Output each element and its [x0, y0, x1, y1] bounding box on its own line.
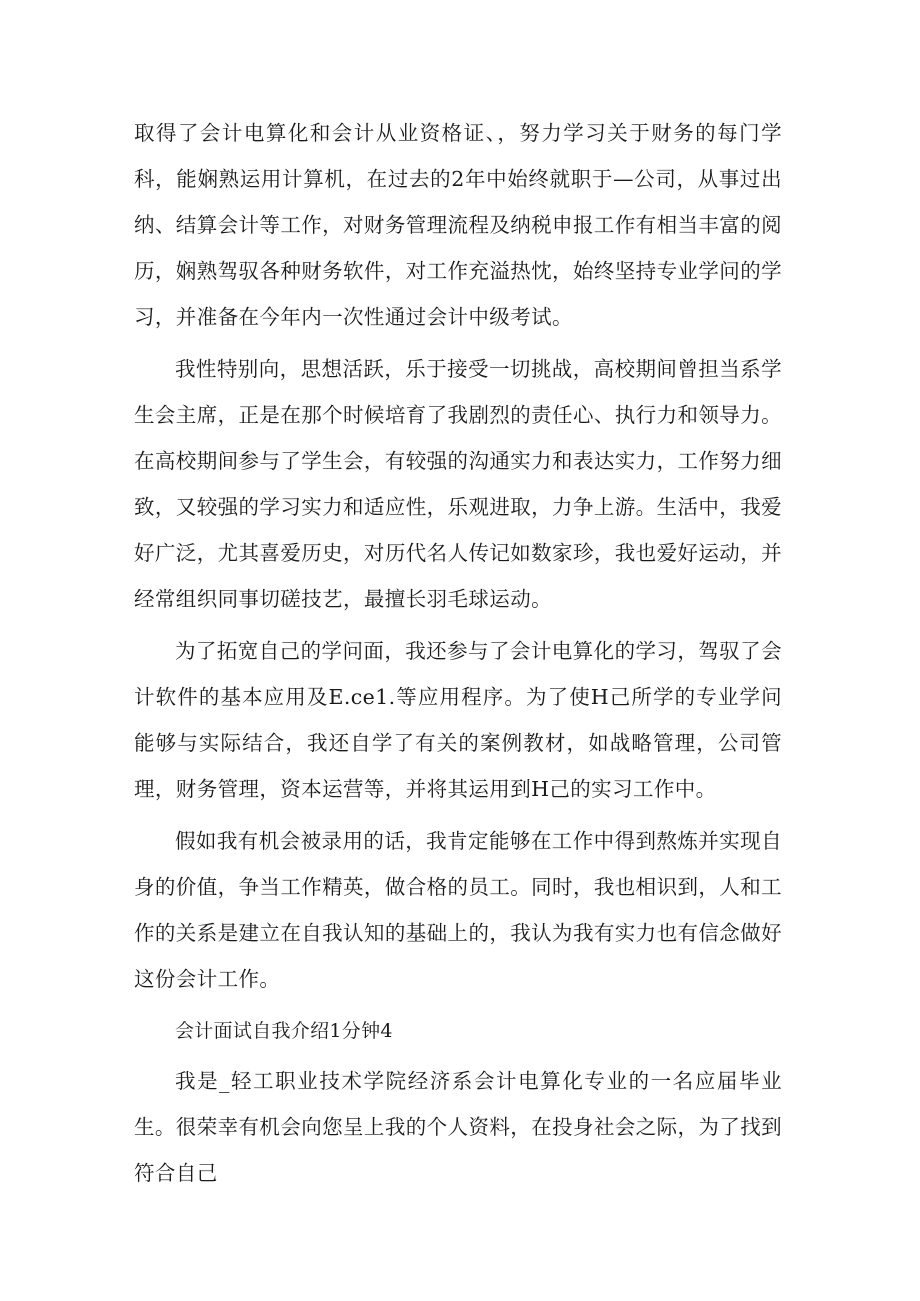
section-heading: 会计面试自我介绍1分钟4: [175, 1020, 393, 1042]
paragraph-introduction: 我是_轻工职业技术学院经济系会计电算化专业的一名应届毕业生。很荣幸有机会向您呈上我的个人资料，在投身社会之际，为了找到符合自己: [134, 1069, 782, 1185]
paragraph-qualifications: 取得了会计电算化和会计从业资格证、，努力学习关于财务的每门学科，能娴熟运用计算机，在过去的2年中始终就职于—公司，从事过出纳、结算会计等工作，对财务管理流程及纳税申报工作有相当丰富的阅历，娴熟驾驭各种财务软件，对工作充溢热忱，始终坚持专业学问的学习，并准备在今年内一次性通过会计中级考试。: [134, 121, 782, 329]
paragraph-personality: 我性特别向，思想活跃，乐于接受一切挑战，高校期间曾担当系学生会主席，正是在那个时候培育了我剧烈的责任心、执行力和领导力。在高校期间参与了学生会，有较强的沟通实力和表达实力，工作努力细致，又较强的学习实力和适应性，乐观进取，力争上游。生活中，我爱好广泛，尤其喜爱历史，对历代名人传记如数家珍，我也爱好运动，并经常组织同事切磋技艺，最擅长羽毛球运动。: [134, 357, 782, 611]
paragraph-closing: 假如我有机会被录用的话，我肯定能够在工作中得到熬炼并实现自身的价值，争当工作精英，做合格的员工。同时，我也相识到，人和工作的关系是建立在自我认知的基础上的，我认为我有实力也有信念做好这份会计工作。: [134, 829, 782, 991]
paragraph-skills: 为了拓宽自己的学问面，我还参与了会计电算化的学习，驾驭了会计软件的基本应用及E.ce1.等应用程序。为了使H己所学的专业学问能够与实际结合，我还自学了有关的案例教材，如战略管理，公司管理，财务管理，资本运营等，并将其运用到H己的实习工作中。: [134, 639, 782, 801]
document-body: [134, 110, 782, 1202]
